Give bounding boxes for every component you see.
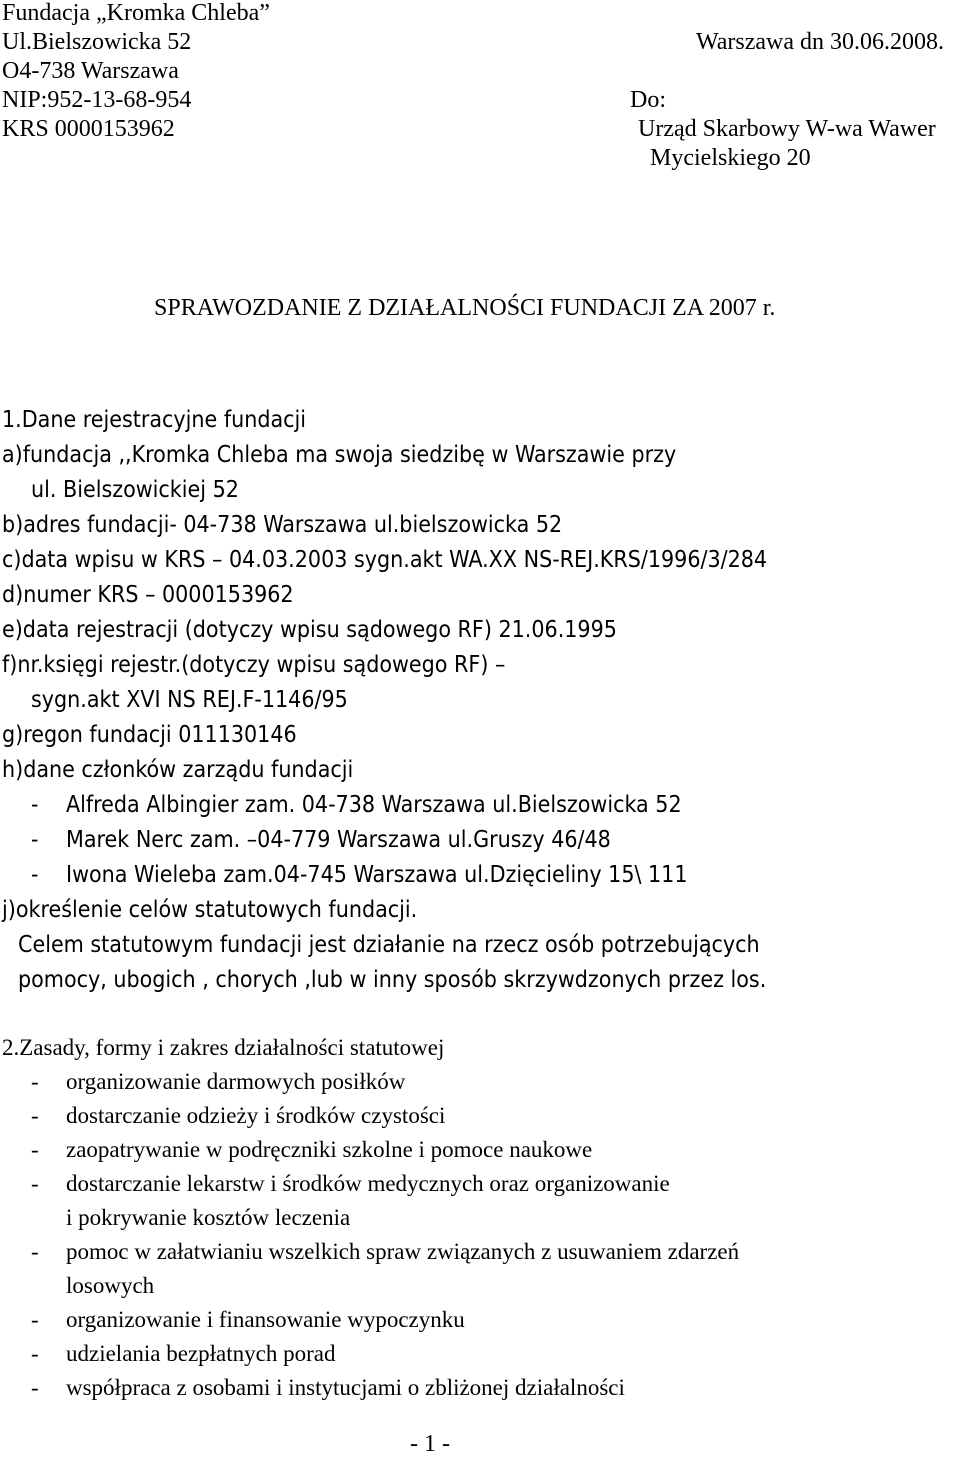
goals-heading bbox=[2, 899, 417, 922]
board-member-bullet: - bbox=[31, 792, 39, 818]
list-item: organizowanie darmowych posiłków bbox=[66, 1069, 406, 1094]
list-bullet: - bbox=[31, 1239, 39, 1264]
sender-nip: NIP:952-13-68-954 bbox=[2, 87, 192, 113]
section-1-heading bbox=[2, 409, 306, 432]
list-bullet: - bbox=[31, 1307, 39, 1332]
list-bullet: - bbox=[31, 1103, 39, 1128]
section-1-line-b bbox=[2, 514, 562, 537]
list-bullet: - bbox=[31, 1069, 39, 1094]
section-1-line-d bbox=[2, 584, 294, 607]
list-item: udzielania bezpłatnych porad bbox=[66, 1341, 336, 1366]
sender-name: Fundacja „Kromka Chleba” bbox=[2, 0, 270, 26]
page-number: - 1 - bbox=[410, 1431, 450, 1457]
list-bullet: - bbox=[31, 1341, 39, 1366]
line-f-text: f)nr.księgi rejestr.(dotyczy wpisu sądowego RF) – bbox=[2, 652, 506, 678]
board-member bbox=[66, 794, 682, 817]
section-1-heading-text: 1.Dane rejestracyjne fundacji bbox=[2, 407, 307, 433]
line-b-text: b)adres fundacji- 04-738 Warszawa ul.bielszowicka 52 bbox=[2, 512, 563, 538]
goals-heading-text: j)określenie celów statutowych fundacji. bbox=[2, 897, 418, 923]
board-member-text: Marek Nerc zam. –04-779 Warszawa ul.Gruszy 46/48 bbox=[66, 827, 611, 853]
section-1-line-g bbox=[2, 724, 297, 747]
line-d-text: d)numer KRS – 0000153962 bbox=[2, 582, 294, 608]
board-member bbox=[66, 864, 688, 887]
section-1-line-a bbox=[2, 444, 676, 467]
list-item: pomoc w załatwianiu wszelkich spraw związanych z usuwaniem zdarzeń bbox=[66, 1239, 740, 1264]
line-f-cont-text: sygn.akt XVI NS REJ.F-1146/95 bbox=[31, 687, 348, 713]
goals-text-content: pomocy, ubogich , chorych ,lub w inny sposób skrzywdzonych przez los. bbox=[18, 967, 767, 993]
line-c-text: c)data wpisu w KRS – 04.03.2003 sygn.akt WA.XX NS-REJ.KRS/1996/3/284 bbox=[2, 547, 768, 573]
sender-street: Ul.Bielszowicka 52 bbox=[2, 29, 192, 55]
board-member bbox=[66, 829, 611, 852]
sender-krs: KRS 0000153962 bbox=[2, 116, 175, 142]
list-item: organizowanie i finansowanie wypoczynku bbox=[66, 1307, 465, 1332]
section-1-line-f-cont bbox=[31, 689, 348, 712]
recipient-office: Urząd Skarbowy W-wa Wawer bbox=[638, 116, 936, 142]
list-item: losowych bbox=[66, 1273, 155, 1298]
line-g-text: g)regon fundacji 011130146 bbox=[2, 722, 297, 748]
line-a-text: a)fundacja ,,Kromka Chleba ma swoja siedzibę w Warszawie przy bbox=[2, 442, 677, 468]
section-2-heading: 2.Zasady, formy i zakres działalności statutowej bbox=[2, 1035, 445, 1060]
section-1-line-h bbox=[2, 759, 353, 782]
goals-text-line bbox=[18, 934, 760, 957]
list-bullet: - bbox=[31, 1137, 39, 1162]
list-item: dostarczanie lekarstw i środków medycznych oraz organizowanie bbox=[66, 1171, 670, 1196]
list-item: współpraca z osobami i instytucjami o zbliżonej działalności bbox=[66, 1375, 625, 1400]
section-1-line-e bbox=[2, 619, 617, 642]
list-item: zaopatrywanie w podręczniki szkolne i pomoce naukowe bbox=[66, 1137, 593, 1162]
section-1-line-c bbox=[2, 549, 767, 572]
line-e-text: e)data rejestracji (dotyczy wpisu sądowego RF) 21.06.1995 bbox=[2, 617, 617, 643]
list-item: i pokrywanie kosztów leczenia bbox=[66, 1205, 351, 1230]
line-a-cont-text: ul. Bielszowickiej 52 bbox=[31, 477, 239, 503]
sender-postal-city: O4-738 Warszawa bbox=[2, 58, 179, 84]
goals-text-content: Celem statutowym fundacji jest działanie na rzecz osób potrzebujących bbox=[18, 932, 760, 958]
place-date: Warszawa dn 30.06.2008. bbox=[696, 29, 945, 55]
section-1-line-f bbox=[2, 654, 505, 677]
section-1-line-a-cont bbox=[31, 479, 239, 502]
board-member-text: Iwona Wieleba zam.04-745 Warszawa ul.Dzięcieliny 15\ 111 bbox=[66, 862, 688, 888]
list-bullet: - bbox=[31, 1375, 39, 1400]
recipient-to-label: Do: bbox=[630, 87, 666, 113]
list-item: dostarczanie odzieży i środków czystości bbox=[66, 1103, 446, 1128]
goals-text-line bbox=[18, 969, 766, 992]
document-title: SPRAWOZDANIE Z DZIAŁALNOŚCI FUNDACJI ZA 2007 r. bbox=[154, 295, 776, 321]
list-bullet: - bbox=[31, 1171, 39, 1196]
board-member-bullet: - bbox=[31, 827, 39, 853]
recipient-street: Mycielskiego 20 bbox=[650, 145, 811, 171]
board-member-bullet: - bbox=[31, 862, 39, 888]
board-member-text: Alfreda Albingier zam. 04-738 Warszawa ul.Bielszowicka 52 bbox=[66, 792, 682, 818]
line-h-text: h)dane członków zarządu fundacji bbox=[2, 757, 354, 783]
